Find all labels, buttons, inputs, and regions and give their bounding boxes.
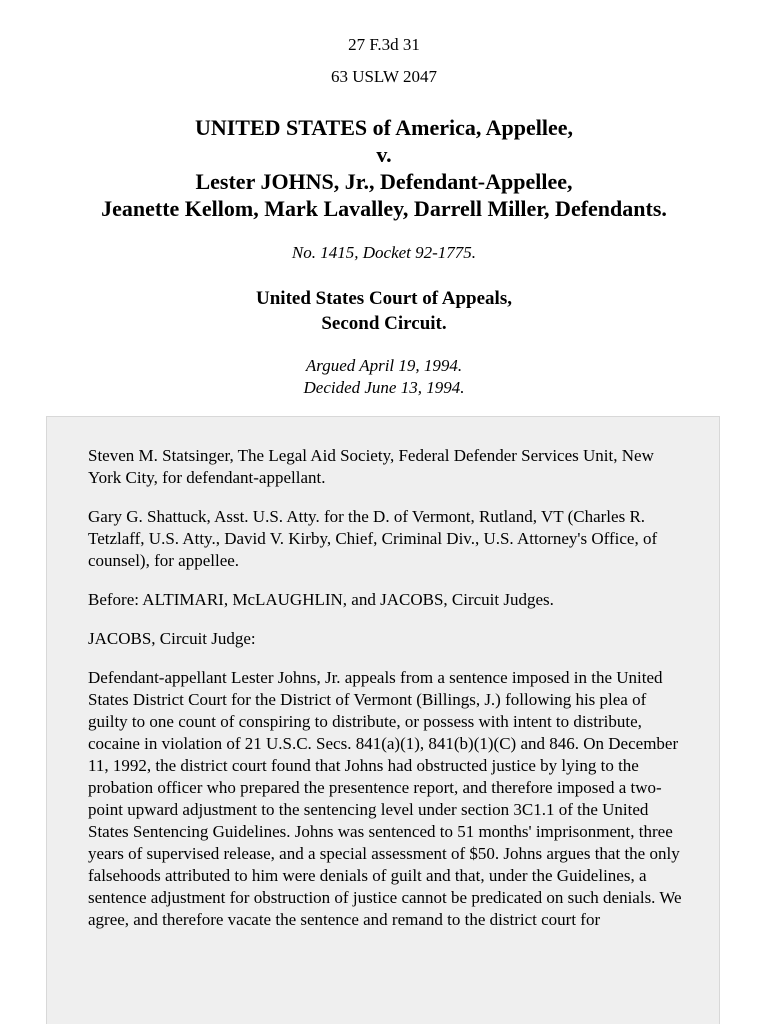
- opinion-paragraph: Defendant-appellant Lester Johns, Jr. appeals from a sentence imposed in the United States District Court for the District of Vermont (Billings, J.) following his plea of guilty to one count of conspiring to distribute, or possess with intent to distribute, cocaine in violation of 21 U.S.C. Secs. 841(a)(1), 841(b)(1)(C) and 846. On December 11, 1992, the district court found that Johns had obstructed justice by lying to the probation officer who prepared the presentence report, and therefore imposed a two-point upward adjustment to the sentencing level under section 3C1.1 of the United States Sentencing Guidelines. Johns was sentenced to 51 months' imprisonment, three years of supervised release, and a special assessment of $50. Johns argues that the only falsehoods attributed to him were denials of guilt and that, under the Guidelines, a sentence adjustment for obstruction of justice cannot be predicated on such denials. We agree, and therefore vacate the sentence and remand to the district court for: [88, 668, 682, 929]
- case-dates: [0, 355, 768, 399]
- uslw-citation: 63 USLW 2047: [330, 67, 438, 86]
- court-name-line2: Second Circuit.: [321, 313, 447, 334]
- court-name: [0, 286, 768, 336]
- counsel-appellant: Steven M. Statsinger, The Legal Aid Society, Federal Defender Services Unit, New York City, for defendant-appellant.: [88, 446, 654, 487]
- decided-date: Decided June 13, 1994.: [303, 378, 465, 397]
- caption-versus: v.: [376, 142, 392, 167]
- reporter-citation: 27 F.3d 31: [348, 35, 420, 54]
- opinion-panel: [46, 416, 720, 1024]
- case-caption: [0, 114, 768, 222]
- opinion-author: JACOBS, Circuit Judge:: [88, 629, 256, 648]
- docket-number: No. 1415, Docket 92-1775.: [291, 243, 477, 262]
- panel-judges: Before: ALTIMARI, McLAUGHLIN, and JACOBS, Circuit Judges.: [88, 590, 554, 609]
- caption-line-defendant-appellee: Lester JOHNS, Jr., Defendant-Appellee,: [195, 169, 573, 194]
- caption-line-defendants: Jeanette Kellom, Mark Lavalley, Darrell Miller, Defendants.: [101, 196, 667, 221]
- court-name-line1: United States Court of Appeals,: [256, 288, 512, 309]
- opinion-text: [88, 445, 688, 948]
- counsel-appellee: Gary G. Shattuck, Asst. U.S. Atty. for the D. of Vermont, Rutland, VT (Charles R. Tetzlaff, U.S. Atty., David V. Kirby, Chief, Criminal Div., U.S. Attorney's Office, of counsel), for appellee.: [88, 507, 658, 570]
- argued-date: Argued April 19, 1994.: [305, 356, 463, 375]
- caption-line-appellee: UNITED STATES of America, Appellee,: [194, 115, 574, 140]
